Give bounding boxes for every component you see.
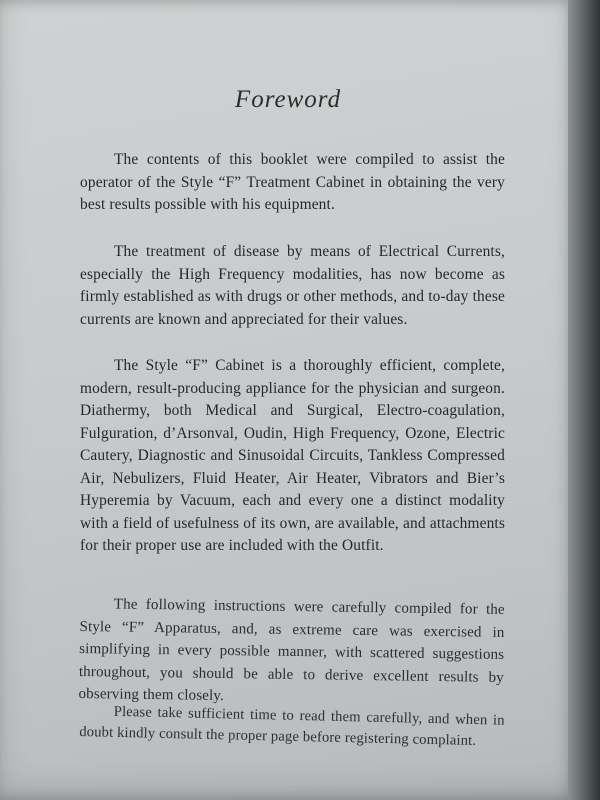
page-edge-shadow: [568, 0, 600, 800]
paragraph-cabinet: The Style “F” Cabinet is a thoroughly efficient, complete, modern, result-producing appliance for the physician and surgeon. Diathermy, both Medical and Surgical, Electro-coagulation, Fulguration, d’Arsonval, Oudin, High Frequency, Ozone, Electric Cautery, Diagnostic and Sinusoidal Circuits, Tankless Compressed Air, Nebulizers, Fluid Heater, Air Heater, Vibrators and Bier’s Hyperemia by Vacuum, each and every one a distinct modality with a field of usefulness of its own, are available, and attachments for their proper use are included with the Outfit.: [80, 357, 505, 555]
paragraph-closing: Please take sufficient time to read them carefully, and when in doubt kindly consult the proper page before registering complaint.: [79, 703, 505, 749]
page-title: Foreword: [234, 86, 342, 113]
paragraph-intro: The contents of this booklet were compiled to assist the operator of the Style “F” Treatment Cabinet in obtaining the very best results possible with his equipment.: [80, 151, 505, 214]
paragraph-instructions: The following instructions were carefully compiled for the Style “F” Apparatus, and, as extreme care was exercised in simplifying in every possible manner, with scattered suggestions throughout, you should be able to derive excellent results by observing them closely.: [78, 596, 505, 705]
paragraph-treatment: The treatment of disease by means of Electrical Currents, especially the High Frequency modalities, has now become as firmly established as with drugs or other methods, and to-day these currents are known and appreciated for their values.: [80, 243, 505, 328]
